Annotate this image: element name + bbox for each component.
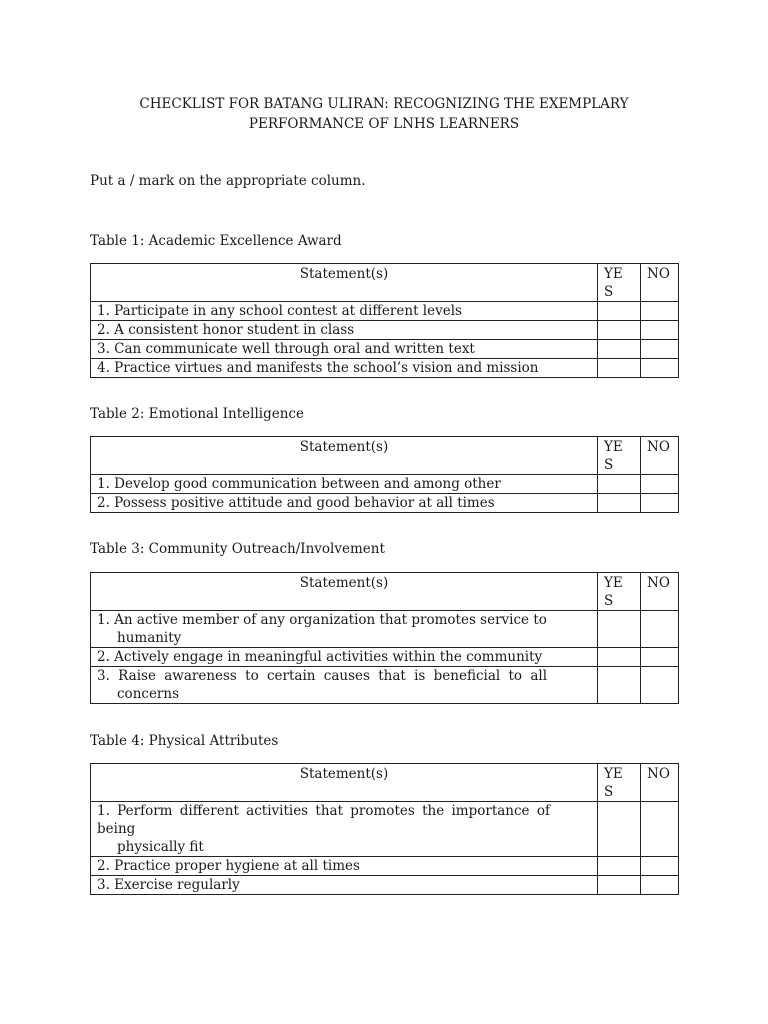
no-checkbox-cell[interactable] (641, 648, 679, 667)
no-checkbox-cell[interactable] (641, 876, 679, 895)
statement-cell: 4. Practice virtues and manifests the school’s vision and mission (91, 359, 598, 378)
yes-checkbox-cell[interactable] (598, 611, 641, 648)
header-statements: Statement(s) (91, 573, 598, 611)
no-checkbox-cell[interactable] (641, 611, 679, 648)
statement-cell: 3. Can communicate well through oral and written text (91, 340, 598, 359)
table-1-caption: Table 1: Academic Excellence Award (90, 233, 342, 249)
yes-checkbox-cell[interactable] (598, 667, 641, 704)
title-line-2: PERFORMANCE OF LNHS LEARNERS (248, 116, 520, 132)
yes-checkbox-cell[interactable] (598, 321, 641, 340)
no-checkbox-cell[interactable] (641, 321, 679, 340)
table-2-caption: Table 2: Emotional Intelligence (90, 406, 304, 422)
statement-line: 1. An active member of any organization that promotes service to (97, 612, 547, 628)
table-row (91, 667, 679, 704)
table-3-caption: Table 3: Community Outreach/Involvement (90, 541, 385, 557)
statement-cell: 3. Exercise regularly (91, 876, 598, 895)
table-2-emotional-intelligence (90, 436, 679, 513)
header-no: NO (641, 437, 679, 475)
statement-cell (91, 667, 598, 704)
yes-checkbox-cell[interactable] (598, 876, 641, 895)
table-row (91, 359, 679, 378)
table-row (91, 857, 679, 876)
statement-cell: 2. Possess positive attitude and good behavior at all times (91, 494, 598, 513)
header-no: NO (641, 764, 679, 802)
header-yes: YE S (598, 264, 641, 302)
yes-checkbox-cell[interactable] (598, 359, 641, 378)
table-row (91, 475, 679, 494)
statement-cell (91, 802, 598, 857)
table-row (91, 494, 679, 513)
no-checkbox-cell[interactable] (641, 667, 679, 704)
header-statements: Statement(s) (91, 437, 598, 475)
document-title (90, 94, 678, 134)
header-yes: YE S (598, 573, 641, 611)
table-row (91, 340, 679, 359)
table-3-community-outreach (90, 572, 679, 704)
no-checkbox-cell[interactable] (641, 494, 679, 513)
header-no: NO (641, 573, 679, 611)
title-line-1: CHECKLIST FOR BATANG ULIRAN: RECOGNIZING THE EXEMPLARY (139, 96, 629, 112)
table-row (91, 648, 679, 667)
table-row (91, 611, 679, 648)
table-row (91, 302, 679, 321)
table-header-row (91, 764, 679, 802)
table-4-caption: Table 4: Physical Attributes (90, 733, 279, 749)
instruction-text: Put a / mark on the appropriate column. (90, 173, 366, 189)
statement-cell (91, 611, 598, 648)
yes-checkbox-cell[interactable] (598, 340, 641, 359)
no-checkbox-cell[interactable] (641, 340, 679, 359)
statement-cell: 2. Actively engage in meaningful activities within the community (91, 648, 598, 667)
header-statements: Statement(s) (91, 764, 598, 802)
statement-cell: 2. A consistent honor student in class (91, 321, 598, 340)
statement-cell: 2. Practice proper hygiene at all times (91, 857, 598, 876)
header-statements: Statement(s) (91, 264, 598, 302)
no-checkbox-cell[interactable] (641, 359, 679, 378)
yes-checkbox-cell[interactable] (598, 648, 641, 667)
table-header-row (91, 573, 679, 611)
statement-line: being (97, 821, 136, 837)
header-yes: YE S (598, 764, 641, 802)
yes-checkbox-cell[interactable] (598, 302, 641, 321)
no-checkbox-cell[interactable] (641, 302, 679, 321)
statement-line: 1. Perform different activities that promotes the importance of (97, 803, 550, 819)
yes-checkbox-cell[interactable] (598, 802, 641, 857)
table-header-row (91, 437, 679, 475)
no-checkbox-cell[interactable] (641, 475, 679, 494)
yes-checkbox-cell[interactable] (598, 857, 641, 876)
header-no: NO (641, 264, 679, 302)
statement-cell: 1. Participate in any school contest at different levels (91, 302, 598, 321)
table-1-academic-excellence (90, 263, 679, 378)
table-row (91, 802, 679, 857)
statement-line: concerns (117, 686, 180, 702)
yes-checkbox-cell[interactable] (598, 475, 641, 494)
table-4-physical-attributes (90, 763, 679, 895)
header-yes: YE S (598, 437, 641, 475)
statement-line: 3. Raise awareness to certain causes that is beneficial to all (97, 668, 548, 684)
table-row (91, 876, 679, 895)
table-row (91, 321, 679, 340)
no-checkbox-cell[interactable] (641, 857, 679, 876)
yes-checkbox-cell[interactable] (598, 494, 641, 513)
statement-line: physically fit (117, 839, 204, 855)
statement-line: humanity (117, 630, 182, 646)
table-header-row (91, 264, 679, 302)
statement-cell: 1. Develop good communication between and among other (91, 475, 598, 494)
no-checkbox-cell[interactable] (641, 802, 679, 857)
